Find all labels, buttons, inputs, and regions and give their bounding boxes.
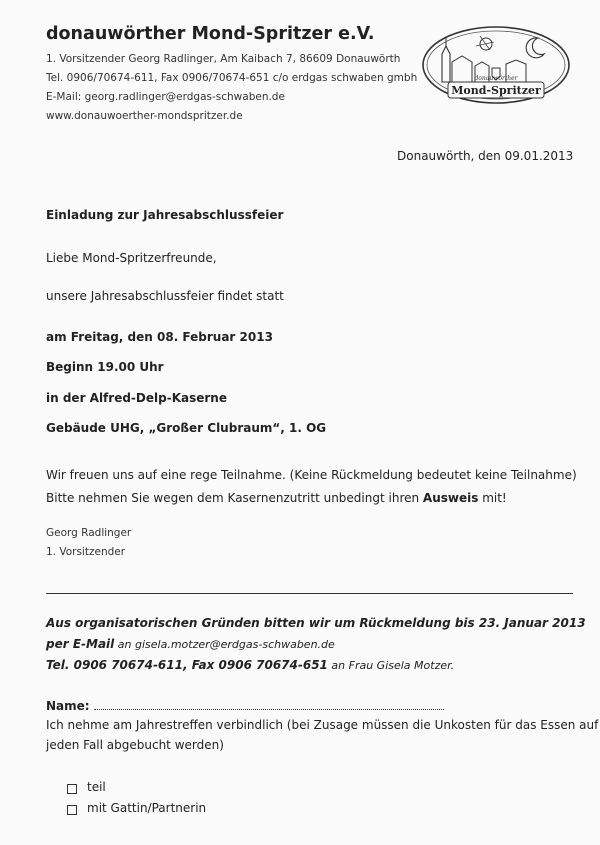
option-partner-checkbox[interactable] [67, 805, 77, 815]
reply-email-label: per E-Mail [46, 637, 115, 651]
reply-email-address: an gisela.motzer@erdgas-schwaben.de [114, 638, 335, 651]
cut-line [46, 593, 573, 594]
logo-main-text: Mond-Spritzer [451, 84, 541, 97]
address-line: 1. Vorsitzender Georg Radlinger, Am Kaibach 7, 86609 Donauwörth [46, 53, 401, 65]
id-reminder-end: mit! [478, 491, 507, 505]
name-field[interactable] [46, 699, 444, 713]
commitment-line-1: Ich nehme am Jahrestreffen verbindlich (bei Zusage müssen die Unkosten für das Essen auf [46, 718, 599, 732]
participation-note: Wir freuen uns auf eine rege Teilnahme. (Keine Rückmeldung bedeutet keine Teilnahme) [46, 468, 577, 482]
letter-date: Donauwörth, den 09.01.2013 [397, 149, 574, 163]
club-logo [420, 24, 572, 106]
intro-text: unsere Jahresabschlussfeier findet statt [46, 289, 284, 303]
email-line: E-Mail: georg.radlinger@erdgas-schwaben.de [46, 91, 285, 103]
id-keyword: Ausweis [422, 491, 479, 505]
phone-line: Tel. 0906/70674-611, Fax 0906/70674-651 c/o erdgas schwaben gmbh [46, 72, 418, 84]
website-line: www.donauwoerther-mondspritzer.de [46, 110, 243, 122]
event-location: in der Alfred-Delp-Kaserne [46, 391, 227, 405]
option-attend-label: teil [87, 780, 106, 794]
logo-top-text: donauwörther [474, 75, 518, 82]
signature-name: Georg Radlinger [46, 527, 132, 539]
reply-contact-person: an Frau Gisela Motzer. [327, 659, 455, 672]
event-building: Gebäude UHG, „Großer Clubraum“, 1. OG [46, 421, 327, 435]
option-partner-label: mit Gattin/Partnerin [87, 801, 207, 815]
reply-phone-numbers: Tel. 0906 70674-611, Fax 0906 70674-651 [46, 658, 328, 672]
option-attend-checkbox[interactable] [67, 784, 77, 794]
letter-subject: Einladung zur Jahresabschlussfeier [46, 208, 284, 222]
name-label: Name: [46, 699, 90, 713]
reply-phone [46, 658, 454, 672]
greeting: Liebe Mond-Spritzerfreunde, [46, 251, 217, 265]
commitment-line-2: jeden Fall abgebucht werden) [46, 738, 224, 752]
id-reminder-start: Bitte nehmen Sie wegen dem Kasernenzutritt unbedingt ihren [46, 491, 423, 505]
event-date: am Freitag, den 08. Februar 2013 [46, 330, 273, 344]
signature-title: 1. Vorsitzender [46, 546, 126, 558]
event-time: Beginn 19.00 Uhr [46, 360, 164, 374]
name-input-line[interactable] [94, 700, 444, 710]
id-reminder [46, 491, 507, 505]
organization-name: donauwörther Mond-Spritzer e.V. [46, 24, 375, 44]
reply-email [46, 637, 335, 651]
reply-deadline: Aus organisatorischen Gründen bitten wir um Rückmeldung bis 23. Januar 2013 [46, 616, 586, 630]
